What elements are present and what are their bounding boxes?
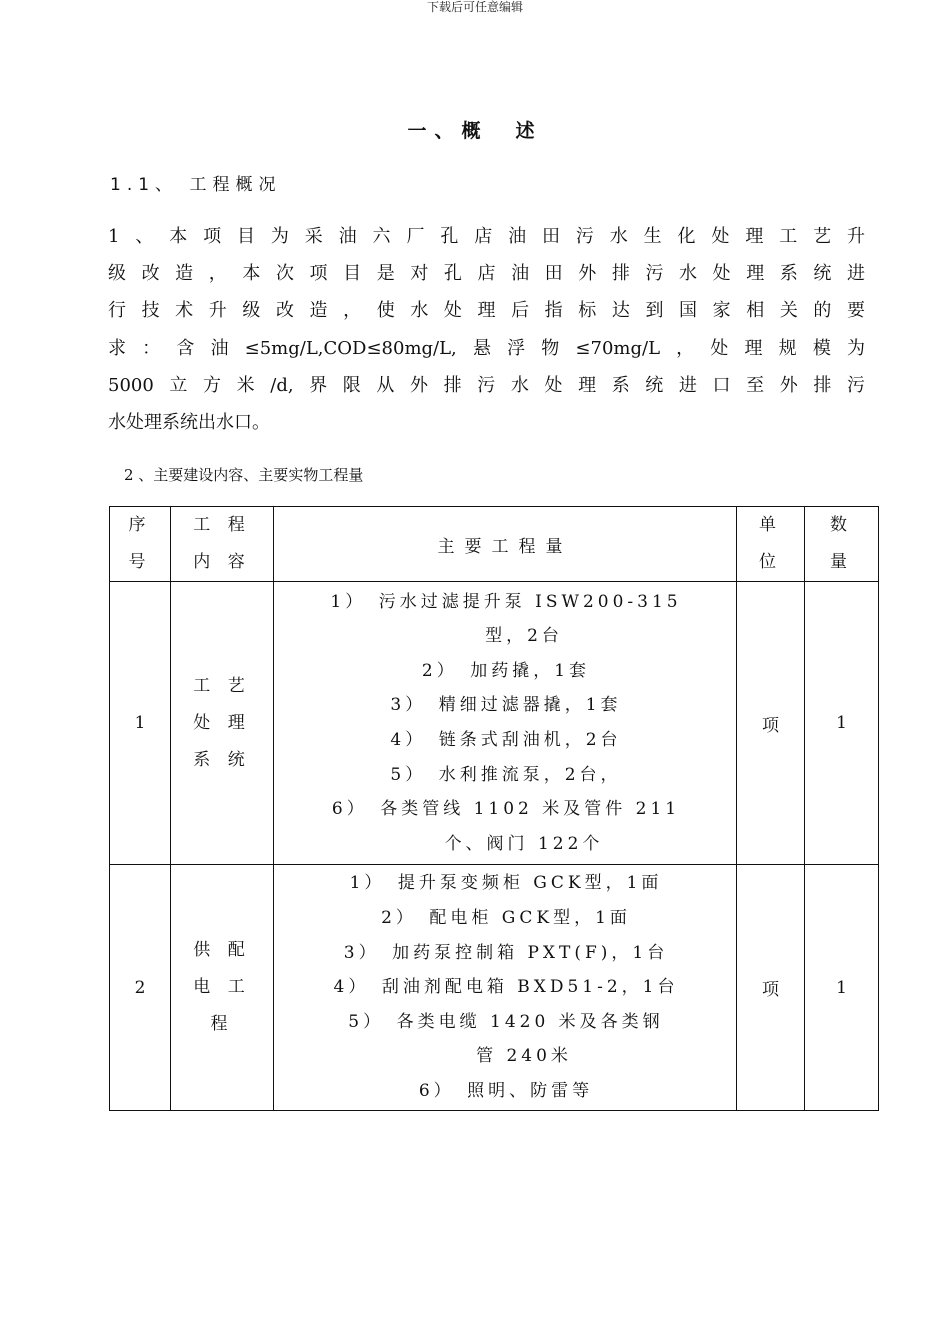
cell-qty: 1 [805,582,879,865]
item-line: 1） 提升泵变频柜 GCK型，1面 [349,873,663,894]
header-seq-line: 序 [128,515,152,535]
header-seq [110,507,171,582]
cell-content-line: 系 统 [193,749,251,770]
item-line: 4） 刮油剂配电箱 BXD51-2，1台 [333,977,679,998]
chapter-title: 一、概 述 [407,120,543,142]
item-line: 个、阀门 122个 [444,833,604,854]
project-overview-paragraph [108,218,865,441]
item-line: 3） 加药泵控制箱 PXT(F)，1台 [343,942,669,963]
item-line: 管 240米 [476,1046,572,1067]
item-line: 3） 精细过滤器撬，1套 [390,695,622,716]
table-row [110,865,879,1111]
header-main-quantity: 主要工程量 [274,507,737,582]
cell-seq: 2 [110,865,171,1111]
paragraph-line: 级改造，本次项目是对孔店油田外排污水处理系统进 [108,263,865,285]
paragraph-line: 行技术升级改造，使水处理后指标达到国家相关的要 [108,300,865,322]
cell-seq: 1 [110,582,171,865]
item-line: 4） 链条式刮油机，2台 [390,730,622,750]
cell-content [171,582,274,865]
cell-qty: 1 [805,865,879,1111]
cell-unit: 项 [737,582,805,865]
paragraph-line: 1、本项目为采油六厂孔店油田污水生化处理工艺升 [108,226,865,247]
cell-content-line: 程 [210,1014,234,1034]
cell-content [171,865,274,1111]
table-header-row [110,507,879,582]
item-line: 5） 各类电缆 1420 米及各类钢 [348,1011,664,1032]
header-qty-line: 量 [830,552,853,572]
works-quantity-table [109,506,879,1111]
header-content [171,507,274,582]
section-title: 1.1、 工程概况 [110,175,282,195]
header-unit-line: 单 [759,515,782,535]
item-line: 1） 污水过滤提升泵 ISW200-315 [330,591,682,612]
item-line: 2） 配电柜 GCK型，1面 [381,908,631,929]
header-seq-line: 号 [128,552,152,572]
table-row [110,582,879,865]
item-line: 6） 照明、防雷等 [418,1080,594,1101]
paragraph-line: 求：含油≤5mg/L,COD≤80mg/L,悬浮物≤70mg/L，处理规模为 [108,337,865,359]
header-content-line: 工 程 [193,515,251,535]
item-line: 6） 各类管线 1102 米及管件 211 [331,799,681,820]
header-content-line: 内 容 [193,552,251,572]
item-line: 型，2台 [485,626,563,647]
cell-content-line: 处 理 [193,712,251,733]
cell-content-line: 电 工 [193,977,251,997]
header-qty [805,507,879,582]
header-note: 下载后可任意编辑 [426,0,523,14]
cell-items [274,865,737,1111]
item-line: 5） 水利推流泵，2台， [390,764,622,785]
cell-content-line: 供 配 [193,940,251,960]
subheading: 2 、主要建设内容、主要实物工程量 [124,466,364,484]
cell-items [274,582,737,865]
cell-unit: 项 [737,865,805,1111]
header-unit-line: 位 [759,552,782,572]
cell-content-line: 工 艺 [193,675,251,696]
header-unit [737,507,805,582]
item-line: 2） 加药撬，1套 [421,660,591,681]
header-qty-line: 数 [830,515,853,535]
paragraph-line: 水处理系统出水口。 [108,411,270,433]
paragraph-line: 5000立方米/d,界限从外排污水处理系统进口至外排污 [108,374,865,396]
